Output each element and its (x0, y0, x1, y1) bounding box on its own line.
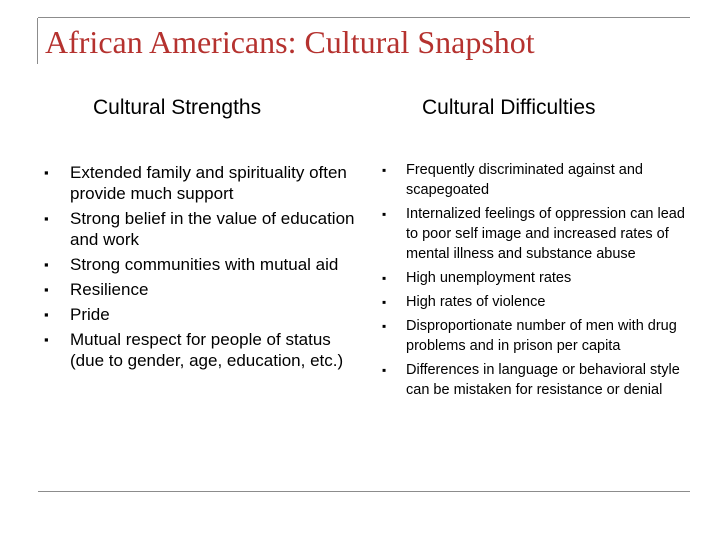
bullet-icon: ▪ (44, 332, 49, 347)
left-rule (37, 18, 38, 64)
top-rule (38, 17, 690, 18)
list-item: ▪ Extended family and spirituality often provide much support (44, 163, 347, 203)
bullet-icon: ▪ (44, 165, 49, 180)
difficulties-heading: Cultural Difficulties (422, 96, 596, 119)
list-item: ▪ Strong communities with mutual aid (44, 255, 339, 274)
slide-title: African Americans: Cultural Snapshot (45, 24, 535, 60)
bullet-icon: ▪ (382, 363, 387, 377)
list-item: ▪ Mutual respect for people of status (due to gender, age, education, etc.) (44, 330, 344, 370)
bullet-icon: ▪ (382, 163, 387, 177)
list-item: ▪ Frequently discriminated against and scapegoated (382, 162, 643, 198)
list-item: ▪ Differences in language or behavioral style can be mistaken for resistance or denial (382, 362, 680, 398)
list-item: ▪ Strong belief in the value of education and work (44, 209, 355, 249)
bullet-icon: ▪ (382, 319, 387, 333)
list-item: ▪ Resilience (44, 280, 149, 299)
bullet-icon: ▪ (382, 271, 387, 285)
bottom-rule (38, 491, 690, 492)
list-item: ▪ Pride (44, 305, 110, 324)
list-item: ▪ High unemployment rates (382, 270, 572, 286)
bullet-icon: ▪ (382, 207, 387, 221)
list-item: ▪ High rates of violence (382, 294, 546, 310)
bullet-icon: ▪ (44, 211, 49, 226)
bullet-icon: ▪ (44, 282, 49, 297)
strengths-heading: Cultural Strengths (93, 96, 262, 119)
bullet-icon: ▪ (382, 295, 387, 309)
list-item: ▪ Disproportionate number of men with drug problems and in prison per capita (382, 318, 677, 354)
difficulties-list (382, 160, 690, 404)
bullet-icon: ▪ (44, 257, 49, 272)
strengths-list (44, 162, 360, 375)
bullet-icon: ▪ (44, 307, 49, 322)
list-item: ▪ Internalized feelings of oppression can lead to poor self image and increased rates of mental illness and substance abuse (382, 206, 685, 262)
